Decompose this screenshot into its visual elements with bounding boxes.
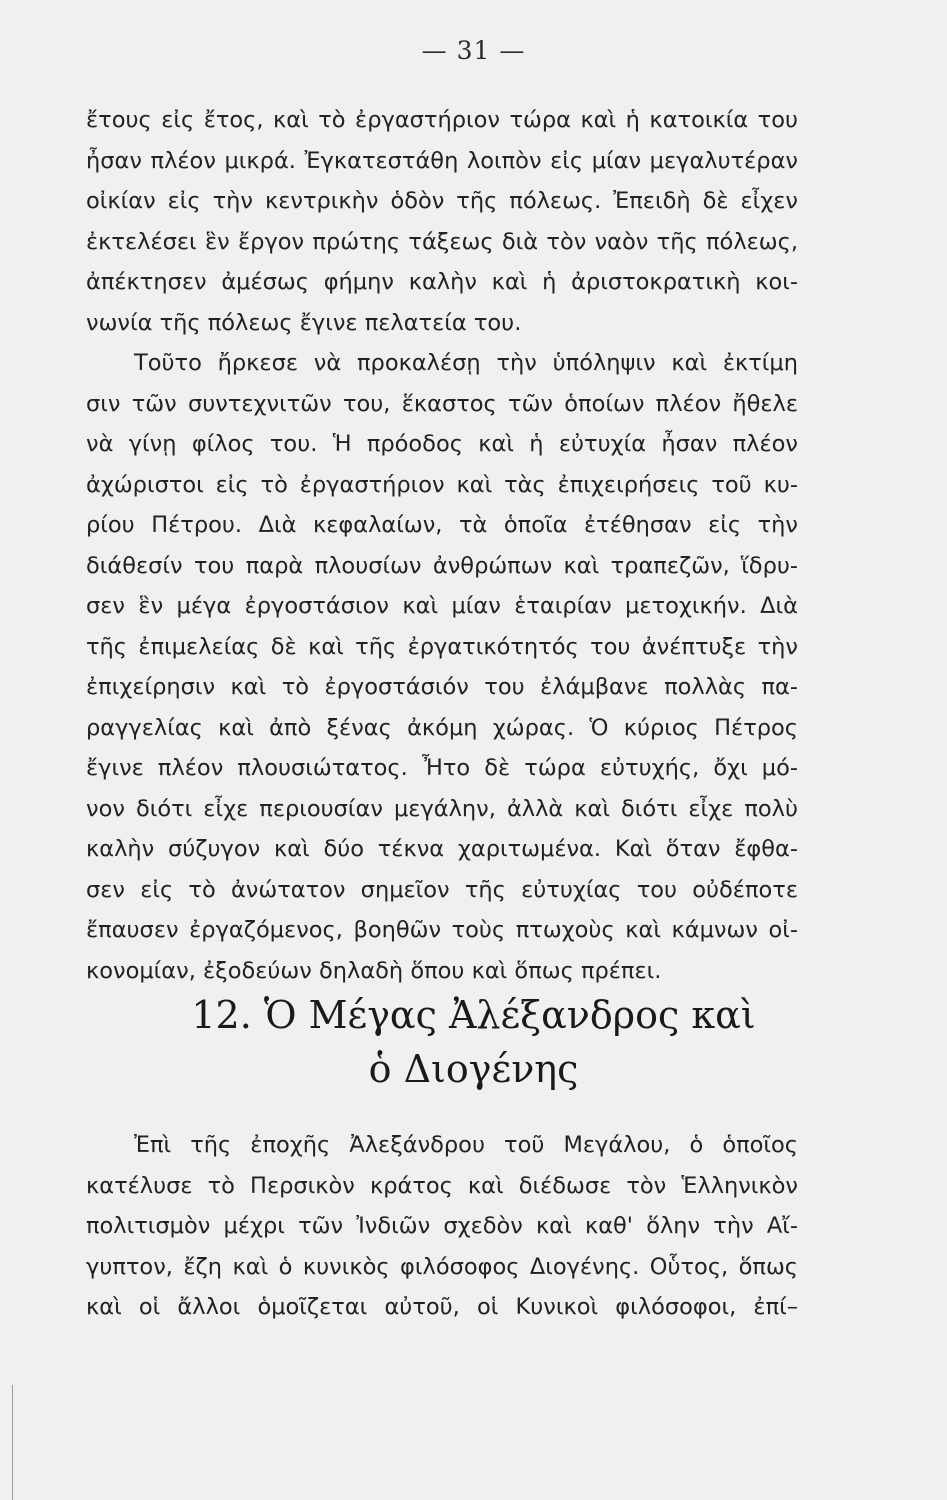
text-line: ἦσαν πλέον μικρά. Ἐγκατεστάθη λοιπὸν εἰς μίαν μεγαλυτέραν xyxy=(86,147,798,174)
text-block-top xyxy=(86,100,798,991)
text-line: ραγγελίας καὶ ἀπὸ ξένας ἀκόμη χώρας. Ὁ κύριος Πέτρος xyxy=(86,714,798,741)
text-line: πολιτισμὸν μέχρι τῶν Ἰνδιῶν σχεδὸν καὶ καθ' ὅλην τὴν Αἴ- xyxy=(86,1213,798,1239)
text-line: νωνία τῆς πόλεως ἔγινε πελατεία του. xyxy=(86,309,522,336)
text-line: τῆς ἐπιμελείας δὲ καὶ τῆς ἐργατικότητός του ἀνέπτυξε τὴν xyxy=(86,633,798,660)
text-line: καλὴν σύζυγον καὶ δύο τέκνα χαριτωμένα. Καὶ ὅταν ἔφθα- xyxy=(86,836,798,862)
text-line: Ἐπὶ τῆς ἐποχῆς Ἀλεξάνδρου τοῦ Μεγάλου, ὁ ὁποῖος xyxy=(134,1132,798,1158)
text-line: ἐκτελέσει ἓν ἔργον πρώτης τάξεως διὰ τὸν ναὸν τῆς πόλεως, xyxy=(86,228,798,255)
text-line: ἔγινε πλέον πλουσιώτατος. Ἦτο δὲ τώρα εὐτυχής, ὄχι μό- xyxy=(86,755,798,781)
text-line: ρίου Πέτρου. Διὰ κεφαλαίων, τὰ ὁποῖα ἐτέθησαν εἰς τὴν xyxy=(86,512,798,538)
text-line: κατέλυσε τὸ Περσικὸν κράτος καὶ διέδωσε τὸν Ἑλληνικὸν xyxy=(86,1172,798,1199)
text-line: ἀπέκτησεν ἀμέσως φήμην καλὴν καὶ ἡ ἀριστοκρατικὴ κοι- xyxy=(86,269,798,295)
text-line: ἔτους εἰς ἔτος, καὶ τὸ ἐργαστήριον τώρα καὶ ἡ κατοικία του xyxy=(86,107,798,133)
text-line: σιν τῶν συντεχνιτῶν του, ἕκαστος τῶν ὁποίων πλέον ἤθελε xyxy=(86,390,798,417)
text-line: ἔπαυσεν ἐργαζόμενος, βοηθῶν τοὺς πτωχοὺς καὶ κάμνων οἰ- xyxy=(86,917,798,943)
text-line: νον διότι εἶχε περιουσίαν μεγάλην, ἀλλὰ καὶ διότι εἶχε πολὺ xyxy=(86,795,798,822)
text-line: σεν εἰς τὸ ἀνώτατον σημεῖον τῆς εὐτυχίας του οὐδέποτε xyxy=(86,876,798,903)
section-heading xyxy=(0,988,947,1096)
text-line: καὶ οἱ ἄλλοι ὁμοῖζεται αὐτοῦ, οἱ Κυνικοὶ φιλόσοφοι, ἐπί– xyxy=(86,1294,798,1320)
section-heading-line: 12. Ὁ Μέγας Ἀλέξανδρος καὶ xyxy=(191,993,756,1037)
text-line: κονομίαν, ἐξοδεύων δηλαδὴ ὅπου καὶ ὅπως πρέπει. xyxy=(86,957,662,984)
text-line: σεν ἓν μέγα ἐργοστάσιον καὶ μίαν ἑταιρίαν μετοχικήν. Διὰ xyxy=(86,593,798,619)
page-number: — 31 — xyxy=(421,36,526,65)
text-line: οἰκίαν εἰς τὴν κεντρικὴν ὁδὸν τῆς πόλεως. Ἐπειδὴ δὲ εἶχεν xyxy=(86,188,798,214)
section-heading-line: ὁ Διογένης xyxy=(368,1047,579,1091)
page-edge-line xyxy=(12,1385,13,1500)
text-line: Τοῦτο ἤρκεσε νὰ προκαλέσῃ τὴν ὑπόληψιν καὶ ἐκτίμη xyxy=(134,350,798,376)
text-line: διάθεσίν του παρὰ πλουσίων ἀνθρώπων καὶ τραπεζῶν, ἵδρυ- xyxy=(86,552,798,579)
text-line: ἐπιχείρησιν καὶ τὸ ἐργοστάσιόν του ἐλάμβανε πολλὰς πα- xyxy=(86,674,798,700)
text-block-bottom xyxy=(86,1125,798,1328)
text-line: νὰ γίνῃ φίλος του. Ἡ πρόοδος καὶ ἡ εὐτυχία ἦσαν πλέον xyxy=(86,431,798,457)
text-line: ἀχώριστοι εἰς τὸ ἐργαστήριον καὶ τὰς ἐπιχειρήσεις τοῦ κυ- xyxy=(86,471,798,498)
text-line: γυπτον, ἔζη καὶ ὁ κυνικὸς φιλόσοφος Διογένης. Οὗτος, ὅπως xyxy=(86,1253,798,1280)
